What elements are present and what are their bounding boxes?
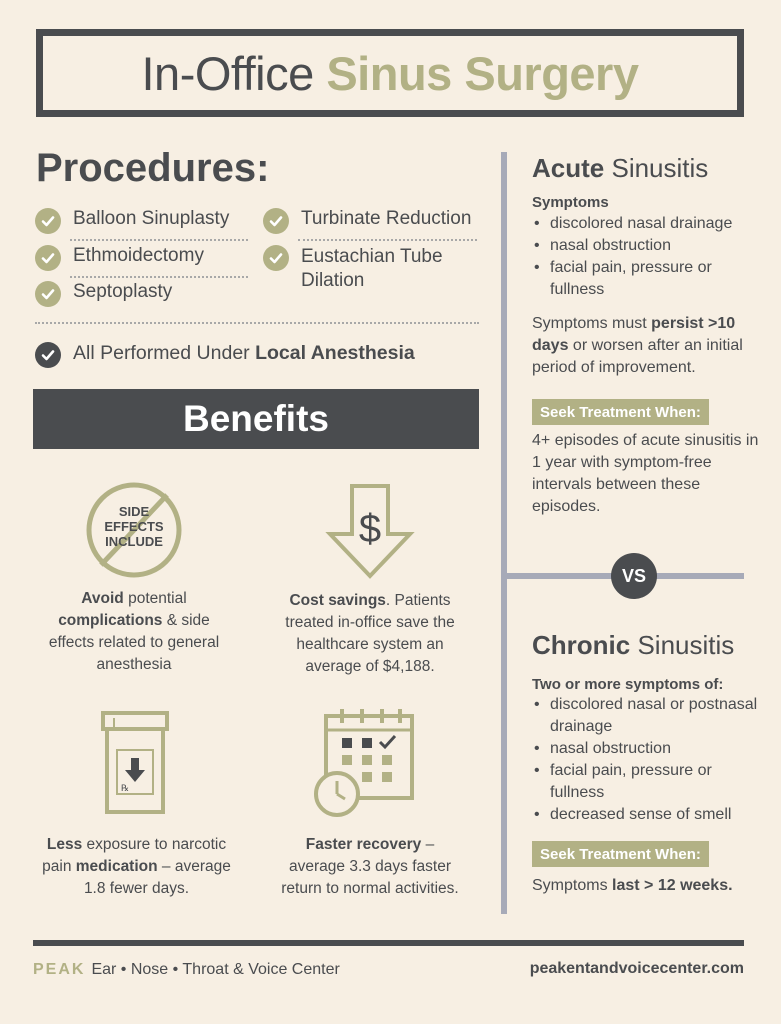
footer-divider — [33, 940, 744, 946]
acute-symptoms-list — [532, 213, 762, 301]
footer-tagline: Ear • Nose • Throat & Voice Center — [91, 961, 340, 978]
chronic-title: Chronic Sinusitis — [532, 630, 735, 660]
column-divider — [501, 152, 507, 914]
procedure-item: Ethmoidectomy — [35, 245, 249, 271]
website-url[interactable]: peakentandvoicecenter.com — [529, 960, 744, 977]
side-effects-word: EFFECTS — [104, 519, 164, 534]
check-icon — [35, 342, 61, 368]
acute-seek-text: 4+ episodes of acute sinusitis in 1 year with symptom-free intervals between these episodes. — [532, 432, 759, 515]
vs-badge: VS — [611, 553, 657, 599]
chronic-symptoms-heading: Two or more symptoms of: — [532, 676, 724, 693]
no-side-effects-icon — [84, 480, 184, 580]
list-item: • nasal obstruction — [532, 235, 762, 257]
check-icon — [35, 245, 61, 271]
procedures-heading: Procedures: — [36, 146, 270, 190]
pill-bottle-icon — [100, 710, 170, 816]
procedure-item: Turbinate Reduction — [263, 208, 483, 234]
chronic-seek-label: Seek Treatment When: — [532, 841, 709, 867]
dollar-arrow-icon — [324, 482, 416, 580]
footer-brand — [33, 961, 340, 979]
brand-logo: PEAK — [33, 961, 86, 978]
side-effects-word: SIDE — [118, 504, 150, 519]
acute-title: Acute Sinusitis — [532, 153, 709, 183]
list-item: • nasal obstruction — [532, 738, 764, 760]
procedure-item: Balloon Sinuplasty — [35, 208, 249, 234]
benefits-heading: Benefits — [33, 389, 479, 449]
list-item: • discolored nasal drainage — [532, 213, 762, 235]
check-icon — [35, 208, 61, 234]
svg-text:$: $ — [358, 507, 382, 551]
benefit-faster-recovery: Faster recovery – average 3.3 days faster return to normal activities. — [281, 836, 459, 897]
benefit-cost-savings: Cost savings. Patients treated in-office save the healthcare system an average of $4,188. — [285, 592, 455, 675]
benefit-less-medication: Less exposure to narcotic pain medication – average 1.8 fewer days. — [42, 836, 231, 897]
acute-symptoms-heading: Symptoms — [532, 194, 609, 211]
chronic-symptoms-list — [532, 694, 764, 826]
title-accent: Sinus Surgery — [326, 46, 639, 100]
benefit-avoid-complications: Avoid potential complications & side effects related to general anesthesia — [48, 590, 220, 673]
divider — [298, 239, 477, 241]
title-plain: In-Office — [141, 46, 327, 100]
procedure-item: Eustachian Tube Dilation — [263, 245, 468, 293]
list-item: • facial pain, pressure or fullness — [532, 257, 762, 301]
check-icon — [263, 208, 289, 234]
list-item: • decreased sense of smell — [532, 804, 764, 826]
chronic-seek-text: Symptoms last > 12 weeks. — [532, 877, 733, 894]
divider — [70, 239, 248, 241]
title-box — [36, 29, 744, 117]
divider — [35, 322, 479, 324]
acute-persist-text: Symptoms must persist >10 days or worsen after an initial period of improvement. — [532, 315, 743, 376]
check-icon — [35, 281, 61, 307]
side-effects-word: INCLUDE — [105, 534, 163, 549]
calendar-clock-icon — [312, 706, 418, 818]
svg-text:℞: ℞ — [121, 783, 130, 793]
divider — [70, 276, 248, 278]
check-icon — [263, 245, 289, 271]
procedure-item: Septoplasty — [35, 281, 249, 307]
acute-seek-label: Seek Treatment When: — [532, 399, 709, 425]
list-item: • discolored nasal or postnasal drainage — [532, 694, 764, 738]
list-item: • facial pain, pressure or fullness — [532, 760, 764, 804]
anesthesia-note: All Performed Under Local Anesthesia — [35, 342, 485, 368]
page-title — [142, 46, 639, 101]
